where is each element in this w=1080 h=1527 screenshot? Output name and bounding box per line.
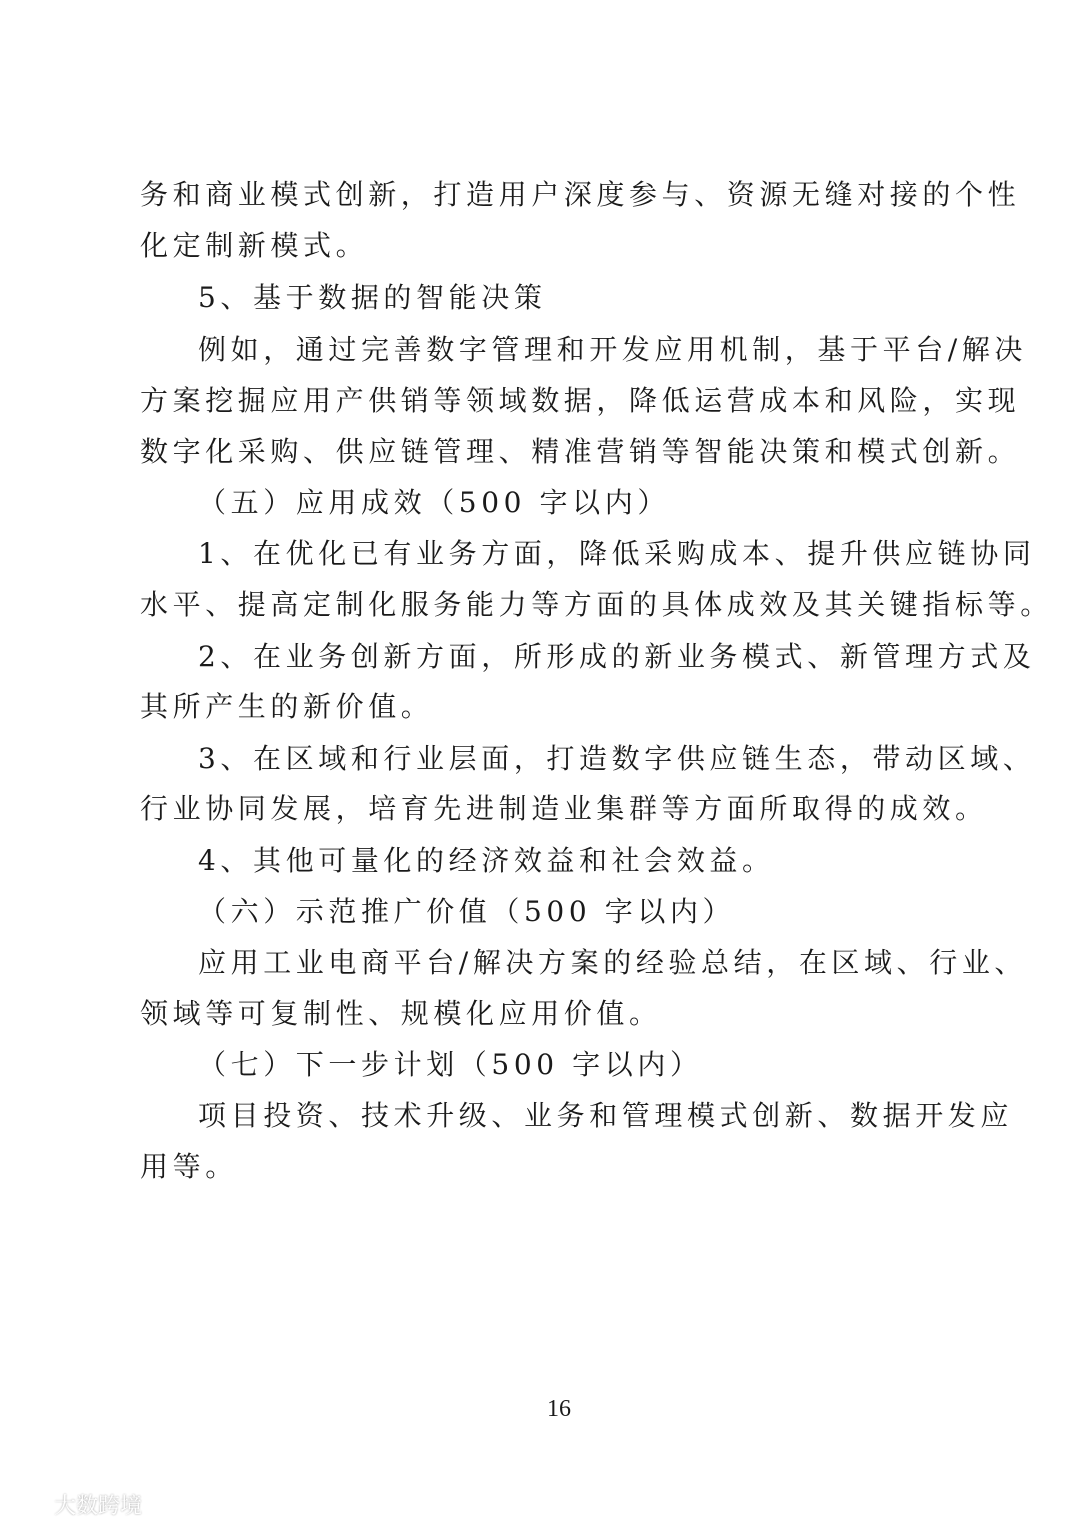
paragraph-line: 数字化采购、供应链管理、精准营销等智能决策和模式创新。: [140, 435, 1021, 468]
section-heading: 5、基于数据的智能决策: [198, 281, 547, 314]
logo-icon: [10, 1492, 48, 1516]
paragraph-line: 4、其他可量化的经济效益和社会效益。: [198, 844, 775, 877]
paragraph-line: 水平、提高定制化服务能力等方面的具体成效及其关键指标等。: [140, 588, 1053, 621]
paragraph-line: 方案挖掘应用产供销等领域数据，降低运营成本和风险，实现: [140, 384, 1021, 417]
section-heading: （六）示范推广价值（500 字以内）: [198, 895, 736, 928]
paragraph-line: 化定制新模式。: [140, 229, 369, 262]
paragraph-line: 项目投资、技术升级、业务和管理模式创新、数据开发应: [198, 1099, 1014, 1132]
page-number: 16: [547, 1396, 571, 1422]
paragraph-line: 1、在优化已有业务方面，降低采购成本、提升供应链协同: [198, 537, 1036, 570]
section-heading: （七）下一步计划（500 字以内）: [198, 1048, 703, 1081]
watermark: [10, 1489, 142, 1519]
paragraph-line: 3、在区域和行业层面，打造数字供应链生态，带动区域、: [198, 742, 1036, 775]
paragraph-line: 其所产生的新价值。: [140, 690, 434, 723]
paragraph-line: 应用工业电商平台/解决方案的经验总结，在区域、行业、: [198, 946, 1028, 979]
paragraph-line: 行业协同发展，培育先进制造业集群等方面所取得的成效。: [140, 792, 988, 825]
paragraph-line: 2、在业务创新方面，所形成的新业务模式、新管理方式及: [198, 640, 1036, 673]
section-heading: （五）应用成效（500 字以内）: [198, 486, 670, 519]
paragraph-line: 用等。: [140, 1150, 238, 1183]
paragraph-line: 例如，通过完善数字管理和开发应用机制，基于平台/解决: [198, 333, 1028, 366]
paragraph-line: 领域等可复制性、规模化应用价值。: [140, 997, 662, 1030]
paragraph-line: 务和商业模式创新，打造用户深度参与、资源无缝对接的个性: [140, 178, 1021, 211]
watermark-text: 大数跨境: [54, 1493, 143, 1519]
